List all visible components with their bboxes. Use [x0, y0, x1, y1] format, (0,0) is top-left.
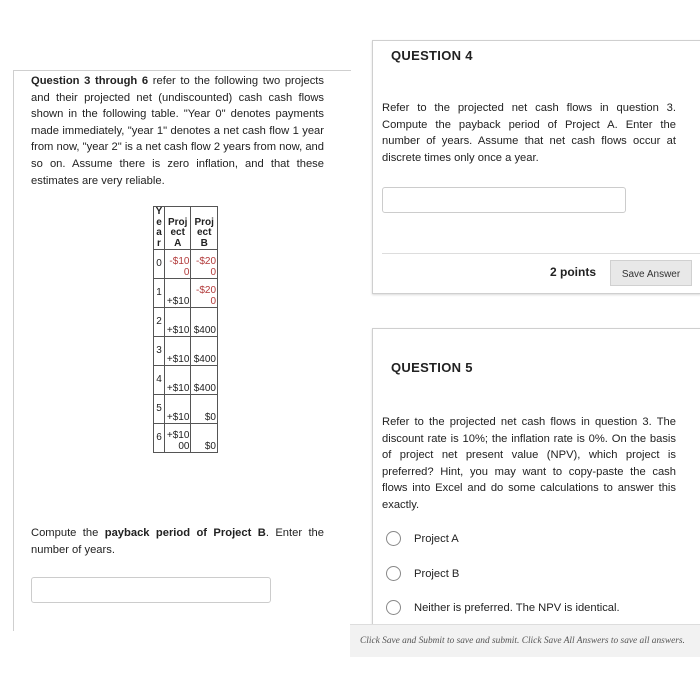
question3-answer-input[interactable]: [31, 577, 271, 603]
question3-intro-text: refer to the following two projects and their projected net (undiscounted) cash cash flows shown in the following table. "Year 0" denotes payments made immediately, "year 1" denotes a net cash flow 1 year from now, "year 2" is a net cash flow 2 years from now, and so on. Assume there is zero inflation, and that these estimates are very reliable.: [31, 75, 325, 187]
question5-card: [372, 328, 700, 625]
table-row: [154, 250, 218, 279]
table-header-project-a: Project A: [165, 207, 191, 250]
question4-title: QUESTION 4: [391, 48, 473, 63]
table-cell-year: 3: [154, 337, 165, 366]
table-cell-project-a: +$10: [165, 308, 191, 337]
table-cell-year: 4: [154, 366, 165, 395]
radio-button[interactable]: [386, 566, 401, 581]
question5-option-b[interactable]: [386, 566, 459, 581]
table-cell-project-a: +$10: [165, 366, 191, 395]
table-header-year: Year: [154, 207, 165, 250]
table-cell-project-b: -$200: [191, 250, 218, 279]
table-cell-year: 5: [154, 395, 165, 424]
table-row: [154, 337, 218, 366]
question4-answer-input[interactable]: [382, 187, 626, 213]
table-cell-project-b: $400: [191, 337, 218, 366]
question3-prompt-post: . Enter the number of years.: [31, 527, 325, 556]
table-row: [154, 366, 218, 395]
question4-text: Refer to the projected net cash flows in question 3. Compute the payback period of Project A. Enter the number of years. Assume that net cash flows occur at discrete times only once a year.: [382, 102, 676, 164]
question3-intro: [31, 73, 324, 189]
cash-flow-table: [153, 206, 218, 453]
table-cell-year: 1: [154, 279, 165, 308]
table-row: [154, 279, 218, 308]
option-label: Neither is preferred. The NPV is identical.: [414, 601, 620, 614]
question4-divider: [382, 253, 700, 254]
radio-button[interactable]: [386, 531, 401, 546]
footer-instructions: Click Save and Submit to save and submit. Click Save All Answers to save all answers.: [360, 636, 685, 646]
table-cell-project-b: -$200: [191, 279, 218, 308]
table-cell-project-b: $0: [191, 395, 218, 424]
question5-title: QUESTION 5: [391, 360, 473, 375]
table-cell-project-a: -$100: [165, 250, 191, 279]
table-cell-project-b: $0: [191, 424, 218, 453]
table-header-project-b: Project B: [191, 207, 218, 250]
question3-prompt-pre: Compute the: [31, 527, 105, 539]
table-cell-project-b: $400: [191, 308, 218, 337]
question3-intro-bold: Question 3 through 6: [31, 75, 149, 87]
question4-card: [372, 40, 700, 294]
table-cell-year: 2: [154, 308, 165, 337]
table-row: [154, 424, 218, 453]
question3-prompt-bold: payback period of Project B: [104, 527, 266, 539]
question3-prompt: [31, 525, 324, 558]
table-row: [154, 308, 218, 337]
table-row: [154, 395, 218, 424]
question5-text: Refer to the projected net cash flows in question 3. The discount rate is 10%; the inflation rate is 0%. On the basis of project net present value (NPV), which project is preferred? Hint, you may want to copy-paste the cash flows into Excel and do some calculations to answer this exactly.: [382, 416, 676, 511]
table-cell-year: 6: [154, 424, 165, 453]
question5-option-a[interactable]: [386, 531, 459, 546]
option-label: Project B: [414, 567, 460, 580]
table-cell-project-b: $400: [191, 366, 218, 395]
table-cell-year: 0: [154, 250, 165, 279]
cash-flow-table-body: [154, 250, 218, 453]
option-label: Project A: [414, 532, 459, 545]
radio-button[interactable]: [386, 600, 401, 615]
table-cell-project-a: +$10: [165, 395, 191, 424]
footer-bar: [350, 624, 700, 657]
question5-option-neither[interactable]: [386, 600, 620, 615]
table-cell-project-a: +$10: [165, 279, 191, 308]
table-cell-project-a: +$1000: [165, 424, 191, 453]
question4-points: 2 points: [550, 265, 597, 279]
table-cell-project-a: +$10: [165, 337, 191, 366]
save-answer-button[interactable]: Save Answer: [610, 260, 692, 286]
